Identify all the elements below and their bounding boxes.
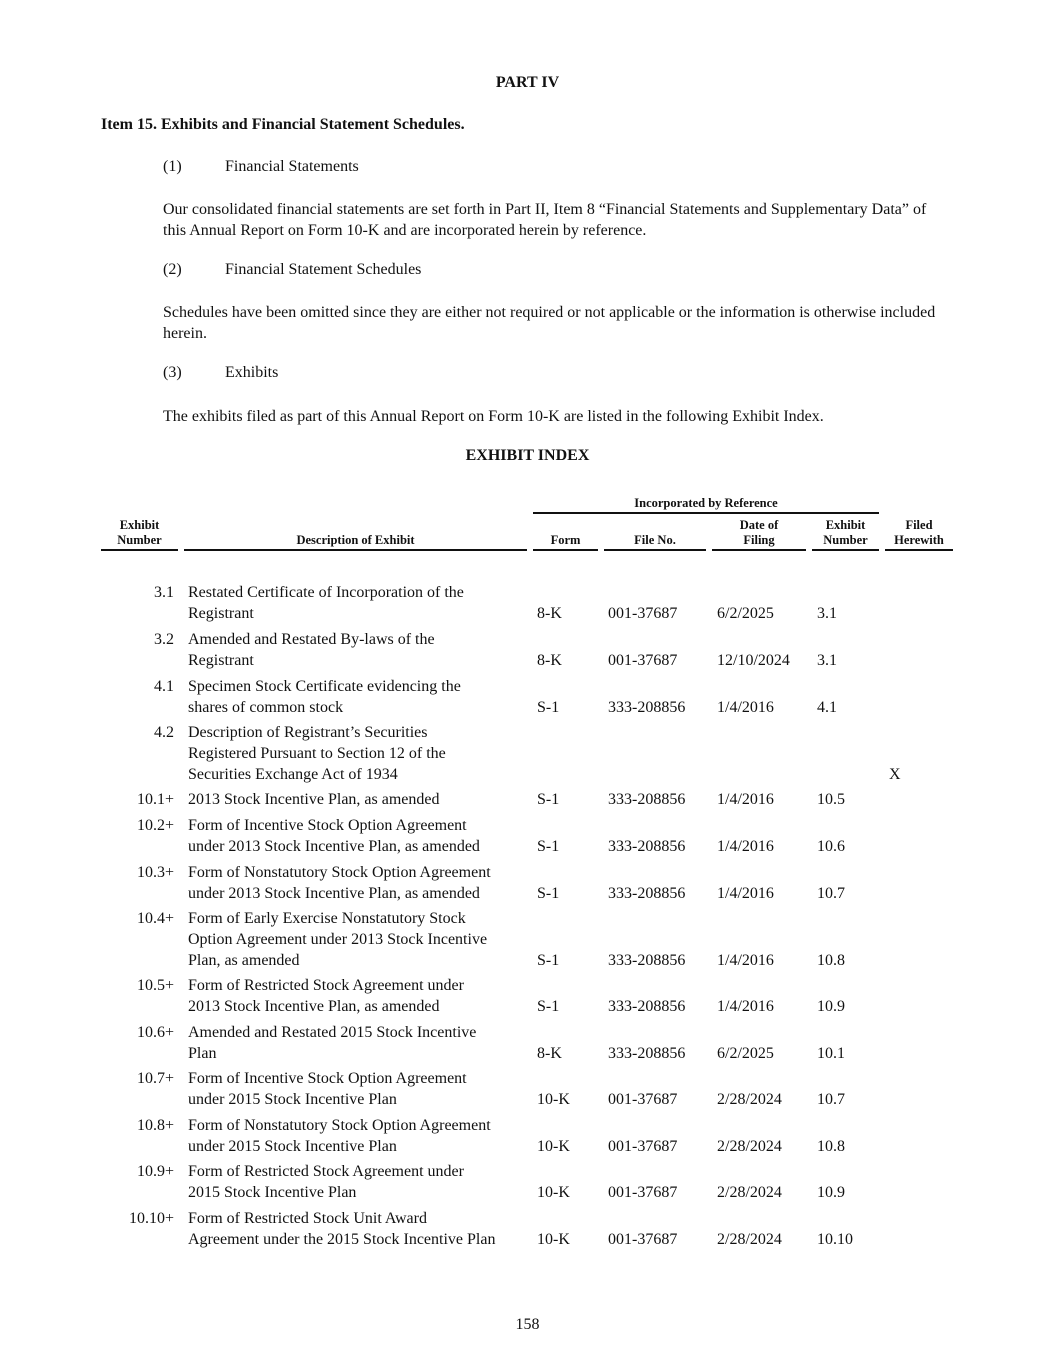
file-no-cell: 333-208856 — [608, 885, 686, 902]
exhibit-description: Description of Registrant’s Securities Registered Pursuant to Section 12 of the Securities Exchange Act of 1934 — [188, 724, 446, 783]
exhibit-number: 10.5+ — [136, 977, 174, 994]
col-description: Description of Exhibit — [296, 533, 415, 547]
form-cell: 10-K — [537, 1138, 570, 1155]
exhibit-number: 10.7+ — [136, 1070, 174, 1087]
col-form: Form — [550, 533, 581, 547]
date-cell: 1/4/2016 — [717, 791, 774, 808]
exhibit-description: 2013 Stock Incentive Plan, as amended — [188, 791, 440, 808]
date-cell: 2/28/2024 — [717, 1138, 782, 1155]
exhibit-number: 4.1 — [154, 678, 174, 695]
file-no-cell: 333-208856 — [608, 699, 686, 716]
section-2-text: Schedules have been omitted since they are either not required or not applicable or the information is otherwise included herein. — [163, 304, 936, 342]
ref-exhibit-cell: 10.8 — [817, 952, 845, 969]
section-title: Exhibits — [225, 364, 279, 381]
ref-exhibit-cell: 10.6 — [817, 838, 845, 855]
exhibit-number: 3.1 — [154, 584, 174, 601]
ref-exhibit-cell: 10.10 — [817, 1231, 853, 1248]
form-cell: S-1 — [537, 838, 560, 855]
ref-exhibit-cell: 3.1 — [817, 652, 837, 669]
exhibit-number: 10.6+ — [136, 1024, 174, 1041]
file-no-cell: 001-37687 — [608, 1231, 678, 1248]
form-cell: 8-K — [537, 605, 562, 622]
header-rule — [712, 549, 806, 551]
date-cell: 6/2/2025 — [717, 605, 774, 622]
exhibit-index-title: EXHIBIT INDEX — [465, 447, 590, 464]
section-2-heading — [163, 261, 421, 279]
ref-exhibit-cell: 10.5 — [817, 791, 845, 808]
date-cell: 1/4/2016 — [717, 885, 774, 902]
file-no-cell: 001-37687 — [608, 1184, 678, 1201]
ref-exhibit-cell: 10.7 — [817, 1091, 845, 1108]
exhibit-number: 10.8+ — [136, 1117, 174, 1134]
date-cell: 1/4/2016 — [717, 838, 774, 855]
ref-exhibit-cell: 10.7 — [817, 885, 845, 902]
ref-exhibit-cell: 10.8 — [817, 1138, 845, 1155]
exhibit-description: Form of Restricted Stock Unit Award Agreement under the 2015 Stock Incentive Plan — [188, 1210, 496, 1248]
exhibit-description: Restated Certificate of Incorporation of the Registrant — [188, 584, 464, 622]
exhibit-number: 10.4+ — [136, 910, 174, 927]
date-cell: 1/4/2016 — [717, 998, 774, 1015]
ref-exhibit-cell: 3.1 — [817, 605, 837, 622]
ref-exhibit-cell: 10.9 — [817, 1184, 845, 1201]
exhibit-description: Form of Incentive Stock Option Agreement under 2015 Stock Incentive Plan — [188, 1070, 467, 1108]
exhibit-number: 10.3+ — [136, 864, 174, 881]
date-cell: 1/4/2016 — [717, 952, 774, 969]
col-exhibit-number: Exhibit Number — [117, 518, 162, 547]
file-no-cell: 333-208856 — [608, 1045, 686, 1062]
section-title: Financial Statements — [225, 158, 359, 175]
ref-exhibit-cell: 10.9 — [817, 998, 845, 1015]
exhibit-number: 10.10+ — [128, 1210, 174, 1227]
header-rule — [812, 549, 879, 551]
item-title: Item 15. Exhibits and Financial Statement Schedules. — [101, 116, 465, 133]
incorporated-by-reference-header: Incorporated by Reference — [634, 496, 778, 510]
ref-exhibit-cell: 4.1 — [817, 699, 837, 716]
section-title: Financial Statement Schedules — [225, 261, 422, 278]
file-no-cell: 333-208856 — [608, 838, 686, 855]
section-number: (1) — [163, 158, 182, 175]
date-cell: 2/28/2024 — [717, 1231, 782, 1248]
exhibit-description: Amended and Restated 2015 Stock Incentive Plan — [188, 1024, 477, 1062]
form-cell: 10-K — [537, 1231, 570, 1248]
form-cell: 10-K — [537, 1091, 570, 1108]
date-cell: 12/10/2024 — [717, 652, 790, 669]
form-cell: S-1 — [537, 885, 560, 902]
section-3-text: The exhibits filed as part of this Annual Report on Form 10-K are listed in the following Exhibit Index. — [163, 408, 824, 425]
file-no-cell: 333-208856 — [608, 952, 686, 969]
form-cell: 8-K — [537, 1045, 562, 1062]
exhibit-description: Form of Early Exercise Nonstatutory Stock Option Agreement under 2013 Stock Incentive Plan, as amended — [188, 910, 488, 969]
exhibit-number: 4.2 — [154, 724, 174, 741]
col-ref-exhibit-number: Exhibit Number — [823, 518, 868, 547]
col-file-no: File No. — [634, 533, 676, 547]
header-rule — [604, 549, 706, 551]
exhibit-description: Form of Nonstatutory Stock Option Agreement under 2013 Stock Incentive Plan, as amended — [188, 864, 491, 902]
form-cell: S-1 — [537, 699, 560, 716]
exhibit-number: 3.2 — [154, 631, 174, 648]
file-no-cell: 001-37687 — [608, 605, 678, 622]
exhibit-description: Form of Restricted Stock Agreement under 2015 Stock Incentive Plan — [188, 1163, 464, 1201]
header-rule — [101, 549, 178, 551]
file-no-cell: 001-37687 — [608, 1091, 678, 1108]
file-no-cell: 001-37687 — [608, 1138, 678, 1155]
exhibit-number: 10.1+ — [136, 791, 174, 808]
exhibit-description: Form of Nonstatutory Stock Option Agreement under 2015 Stock Incentive Plan — [188, 1117, 491, 1155]
form-cell: 10-K — [537, 1184, 570, 1201]
header-rule — [533, 549, 598, 551]
file-no-cell: 333-208856 — [608, 998, 686, 1015]
header-rule — [184, 549, 527, 551]
form-cell: S-1 — [537, 998, 560, 1015]
section-number: (3) — [163, 364, 182, 381]
date-cell: 1/4/2016 — [717, 699, 774, 716]
exhibit-description: Amended and Restated By-laws of the Registrant — [188, 631, 435, 669]
form-cell: 8-K — [537, 652, 562, 669]
exhibit-number: 10.9+ — [136, 1163, 174, 1180]
col-date-of-filing: Date of Filing — [739, 518, 779, 547]
ref-exhibit-cell: 10.1 — [817, 1045, 845, 1062]
section-1-text: Our consolidated financial statements are set forth in Part II, Item 8 “Financial Statements and Supplementary Data” of this Annual Report on Form 10-K and are incorporated herein by reference. — [163, 201, 927, 239]
date-cell: 2/28/2024 — [717, 1091, 782, 1108]
section-1-heading — [163, 158, 359, 176]
group-header-rule — [533, 512, 879, 514]
date-cell: 6/2/2025 — [717, 1045, 774, 1062]
section-3-heading — [163, 364, 278, 382]
form-cell: S-1 — [537, 952, 560, 969]
form-cell: S-1 — [537, 791, 560, 808]
filed-herewith-cell: X — [889, 766, 901, 783]
exhibit-description: Specimen Stock Certificate evidencing the shares of common stock — [188, 678, 461, 716]
section-number: (2) — [163, 261, 182, 278]
exhibit-description: Form of Restricted Stock Agreement under 2013 Stock Incentive Plan, as amended — [188, 977, 464, 1015]
exhibit-number: 10.2+ — [136, 817, 174, 834]
col-filed-herewith: Filed Herewith — [894, 518, 944, 547]
file-no-cell: 001-37687 — [608, 652, 678, 669]
file-no-cell: 333-208856 — [608, 791, 686, 808]
page-number: 158 — [515, 1316, 540, 1333]
exhibit-description: Form of Incentive Stock Option Agreement under 2013 Stock Incentive Plan, as amended — [188, 817, 480, 855]
part-title: PART IV — [495, 74, 560, 91]
date-cell: 2/28/2024 — [717, 1184, 782, 1201]
header-rule — [885, 549, 953, 551]
